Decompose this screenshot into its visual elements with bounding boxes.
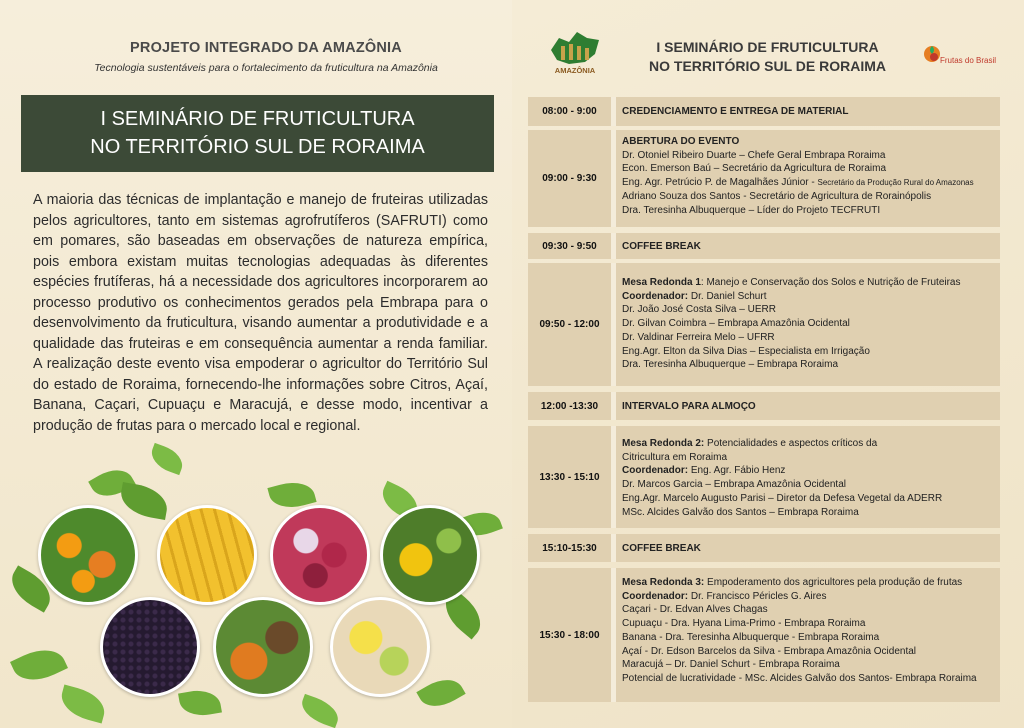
round-table-label: Mesa Redonda 2:	[622, 438, 705, 449]
participant-role: Secretário da Produção Rural do Amazonas	[817, 178, 974, 188]
schedule-activity	[622, 130, 996, 227]
participant-line: Econ. Emerson Baú – Secretário da Agricultura de Roraima	[622, 163, 887, 175]
participant-line: Potencial de lucratividade - MSc. Alcides Galvão dos Santos- Embrapa Roraima	[622, 672, 977, 684]
participant-line: Adriano Souza dos Santos - Secretário de Agricultura de Rorainópolis	[622, 190, 932, 202]
passion-fruit-photo	[380, 505, 480, 605]
schedule-row	[528, 97, 1000, 126]
schedule-row	[528, 568, 1000, 702]
seminar-title-line2: NO TERRITÓRIO SUL DE RORAIMA	[90, 136, 425, 158]
activity-heading: ABERTURA DO EVENTO	[622, 136, 740, 147]
schedule-divider	[611, 97, 616, 126]
participant-line: Eng.Agr. Marcelo Augusto Parisi – Diretor da Defesa Vegetal da ADERR	[622, 492, 943, 504]
schedule-time: 09:50 - 12:00	[539, 319, 600, 330]
schedule-time: 09:30 - 9:50	[542, 240, 597, 252]
schedule-divider	[611, 233, 616, 259]
round-table-topic: Empoderamento dos agricultores pela produção de frutas	[704, 577, 963, 588]
schedule-activity: CREDENCIAMENTO E ENTREGA DE MATERIAL	[622, 106, 849, 117]
participant-name: Eng. Agr. Petrúcio P. de Magalhães Júnior -	[622, 177, 818, 189]
schedule-divider	[611, 392, 616, 420]
participant-line: Dr. Gilvan Coimbra – Embrapa Amazônia Ocidental	[622, 318, 850, 330]
participant-line: Dr. Otoniel Ribeiro Duarte – Chefe Geral Embrapa Roraima	[622, 149, 886, 161]
round-table-label: Mesa Redonda 1	[622, 277, 701, 288]
amazonia-logo-label: AMAZÔNIA	[554, 66, 596, 75]
frutas-do-brasil-logo-text: Frutas do Brasil	[940, 56, 997, 65]
schedule-activity: INTERVALO PARA ALMOÇO	[622, 400, 756, 412]
round-table-label: Mesa Redonda 3:	[622, 577, 705, 588]
coordinator-label: Coordenador:	[622, 465, 689, 477]
schedule-divider	[611, 426, 616, 528]
schedule-time: 13:30 - 15:10	[539, 471, 600, 483]
schedule-time: 09:00 - 9:30	[542, 173, 597, 184]
seminar-title-box	[21, 95, 494, 172]
schedule-divider	[611, 534, 616, 562]
acai-fruit-photo	[100, 597, 200, 697]
participant-line: Dr. João José Costa Silva – UERR	[622, 304, 776, 316]
schedule-time: 08:00 - 9:00	[542, 106, 597, 117]
schedule-activity: COFFEE BREAK	[622, 542, 701, 554]
coordinator-label: Coordenador:	[622, 290, 689, 302]
schedule-row	[528, 392, 1000, 420]
lemon-fruit-photo	[330, 597, 430, 697]
schedule-activity	[622, 426, 996, 528]
schedule-row	[528, 263, 1000, 386]
schedule-activity	[622, 263, 996, 386]
participant-line: Dr. Valdinar Ferreira Melo – UFRR	[622, 331, 775, 343]
schedule-row	[528, 233, 1000, 259]
cupuacu-fruit-photo	[213, 597, 313, 697]
schedule-time: 15:10-15:30	[542, 542, 597, 554]
project-title: PROJETO INTEGRADO DA AMAZÔNIA	[130, 40, 402, 56]
participant-line: Dra. Teresinha Albuquerque – Líder do Projeto TECFRUTI	[622, 204, 881, 216]
participant-line: Açaí - Dr. Edson Barcelos da Silva - Embrapa Amazônia Ocidental	[622, 645, 917, 657]
participant-line: Dra. Teresinha Albuquerque – Embrapa Roraima	[622, 359, 839, 371]
coordinator-name: Dr. Francisco Péricles G. Aires	[688, 590, 827, 602]
round-table-topic: Potencialidades e aspectos críticos da	[704, 438, 878, 449]
round-table-topic: : Manejo e Conservação dos Solos e Nutrição de Fruteiras	[700, 277, 961, 288]
cacari-fruit-photo	[270, 505, 370, 605]
schedule-activity: COFFEE BREAK	[622, 240, 701, 252]
seminar-title-line1: I SEMINÁRIO DE FRUTICULTURA	[100, 108, 415, 130]
schedule-row	[528, 130, 1000, 227]
coordinator-label: Coordenador:	[622, 590, 689, 602]
schedule-title	[615, 38, 920, 76]
coordinator-name: Dr. Daniel Schurt	[688, 290, 767, 302]
schedule-divider	[611, 263, 616, 386]
participant-line: Banana - Dra. Teresinha Albuquerque - Embrapa Roraima	[622, 631, 880, 643]
orange-fruit-photo	[38, 505, 138, 605]
schedule-title-line2: NO TERRITÓRIO SUL DE RORAIMA	[649, 58, 886, 74]
participant-line: Eng.Agr. Elton da Silva Dias – Especialista em Irrigação	[622, 345, 870, 357]
participant-line: Maracujá – Dr. Daniel Schurt - Embrapa Roraima	[622, 659, 840, 671]
banana-fruit-photo	[157, 505, 257, 605]
schedule-divider	[611, 130, 616, 227]
coordinator-name: Eng. Agr. Fábio Henz	[688, 465, 786, 477]
participant-line: Caçari - Dr. Edvan Alves Chagas	[622, 604, 768, 616]
participant-line: MSc. Alcides Galvão dos Santos – Embrapa Roraima	[622, 506, 859, 518]
schedule-row	[528, 426, 1000, 528]
project-subtitle: Tecnologia sustentáveis para o fortalecimento da fruticultura na Amazônia	[94, 62, 438, 74]
schedule-time: 12:00 -13:30	[540, 400, 599, 412]
participant-line: Dr. Marcos Garcia – Embrapa Amazônia Ocidental	[622, 479, 846, 491]
schedule-time: 15:30 - 18:00	[539, 629, 600, 641]
schedule-title-line1: I SEMINÁRIO DE FRUTICULTURA	[656, 39, 879, 55]
participant-line: Cupuaçu - Dra. Hyana Lima-Primo - Embrapa Roraima	[622, 618, 866, 630]
schedule-activity	[622, 568, 996, 702]
frutas-do-brasil-logo-icon	[922, 44, 942, 64]
schedule-row	[528, 534, 1000, 562]
round-table-topic-continued: Citricultura em Roraima	[622, 451, 728, 463]
intro-paragraph: A maioria das técnicas de implantação e manejo de fruteiras utilizadas pelos agricultores, tanto em sistemas agrofrutíferos (SAFRUTI) como em pomares, são baseadas em observações de natureza empírica, pois embora existam muitas tecnologias adequadas às diferentes espécies frutíferas, há a necessidade dos agricultores incorporarem ao processo produtivo os conhecimentos gerados pela Embrapa para o desenvolvimento da fruticultura, visando aumentar a produtividade e a qualidade das fruteiras e em consequência aumentar a renda familiar. A realização deste evento visa empoderar o agricultor do Território Sul do estado de Roraima, fornecendo-lhe informações sobre Citros, Açaí, Banana, Caçari, Cupuaçu e Maracujá, e desse modo, incentivar a produção de frutas para o mercado local e regional.	[33, 192, 488, 434]
schedule-divider	[611, 568, 616, 702]
